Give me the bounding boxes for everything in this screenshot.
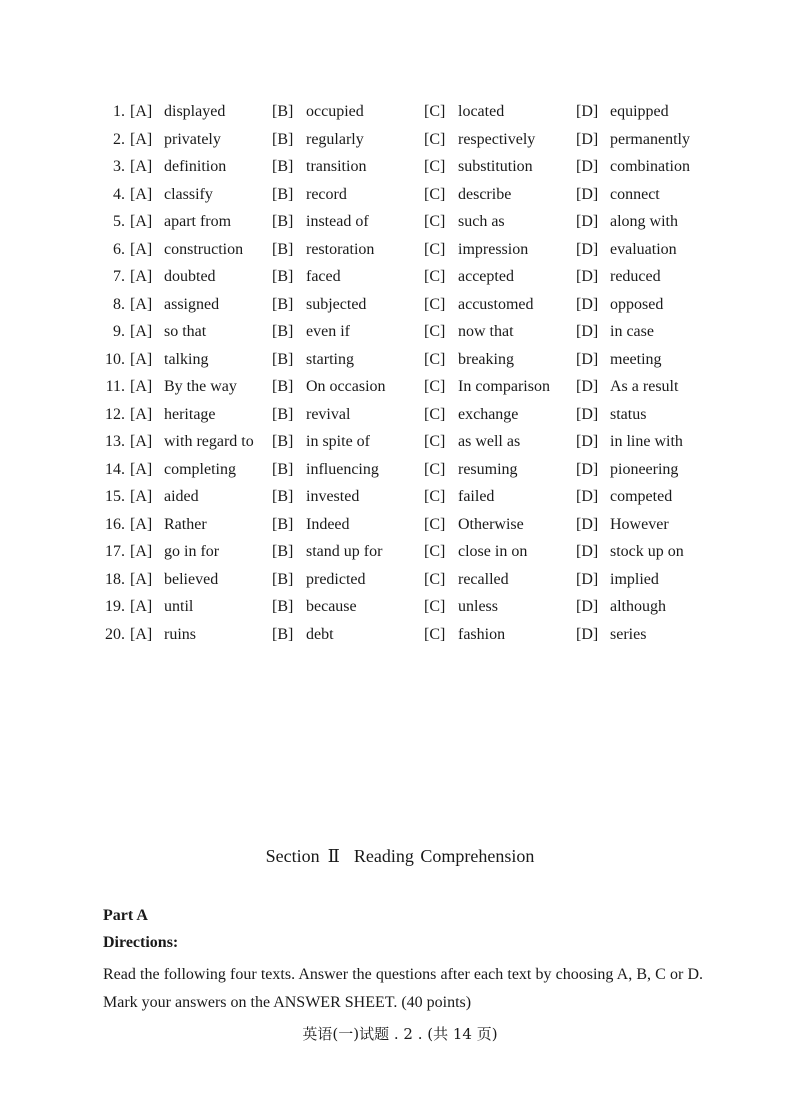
option-text: restoration bbox=[306, 240, 375, 258]
option-letter: [A] bbox=[130, 240, 153, 258]
option-letter: [B] bbox=[272, 543, 294, 560]
option-letter: [B] bbox=[272, 295, 294, 313]
option-text: competed bbox=[610, 488, 673, 505]
option-letter: [B] bbox=[272, 488, 294, 505]
question-number: 20. bbox=[105, 625, 125, 643]
option-text: predicted bbox=[306, 570, 366, 588]
option-letter: [B] bbox=[272, 185, 294, 203]
option-text: with regard to bbox=[164, 433, 254, 450]
option-letter: [D] bbox=[576, 570, 599, 588]
option-letter: [B] bbox=[272, 130, 294, 148]
answer-option bbox=[576, 318, 654, 346]
option-text: construction bbox=[164, 240, 244, 258]
question-row bbox=[0, 401, 800, 429]
answer-option bbox=[424, 98, 504, 126]
answer-option bbox=[272, 346, 354, 374]
option-text: even if bbox=[306, 323, 350, 340]
option-letter: [C] bbox=[424, 295, 446, 313]
option-text: accustomed bbox=[458, 295, 534, 313]
answer-option bbox=[130, 98, 225, 126]
option-text: in case bbox=[610, 323, 654, 340]
option-letter: [B] bbox=[272, 213, 294, 230]
question-row bbox=[0, 511, 800, 539]
section-label: Section bbox=[265, 846, 320, 866]
option-letter: [B] bbox=[272, 405, 294, 423]
question-row bbox=[0, 373, 800, 401]
option-text: meeting bbox=[610, 350, 662, 368]
option-letter: [A] bbox=[130, 488, 153, 505]
option-text: opposed bbox=[610, 295, 664, 313]
option-text: connect bbox=[610, 185, 660, 203]
option-letter: [C] bbox=[424, 158, 446, 175]
answer-option bbox=[576, 566, 659, 594]
question-row bbox=[0, 566, 800, 594]
option-letter: [A] bbox=[130, 405, 153, 423]
option-letter: [C] bbox=[424, 515, 446, 533]
answer-option bbox=[130, 208, 231, 236]
option-text: occupied bbox=[306, 103, 364, 120]
option-text: doubted bbox=[164, 268, 216, 285]
option-text: fashion bbox=[458, 625, 506, 643]
question-row bbox=[0, 263, 800, 291]
option-text: breaking bbox=[458, 350, 514, 368]
option-text: permanently bbox=[610, 130, 690, 148]
answer-option bbox=[130, 538, 219, 566]
answer-option bbox=[130, 126, 221, 154]
answer-option bbox=[576, 593, 666, 621]
answer-option bbox=[272, 593, 357, 621]
option-text: although bbox=[610, 598, 666, 615]
part-heading: Part A bbox=[103, 907, 148, 924]
question-number: 8. bbox=[113, 295, 125, 313]
option-text: failed bbox=[458, 488, 495, 505]
answer-option bbox=[576, 511, 669, 539]
option-letter: [C] bbox=[424, 213, 446, 230]
option-text: invested bbox=[306, 488, 360, 505]
option-text: believed bbox=[164, 570, 219, 588]
option-letter: [A] bbox=[130, 598, 153, 615]
option-text: transition bbox=[306, 158, 367, 175]
option-letter: [A] bbox=[130, 543, 153, 560]
answer-option bbox=[576, 98, 669, 126]
directions-heading: Directions: bbox=[103, 934, 179, 951]
option-text: subjected bbox=[306, 295, 367, 313]
question-row bbox=[0, 346, 800, 374]
option-text: Otherwise bbox=[458, 515, 524, 533]
option-letter: [B] bbox=[272, 625, 294, 643]
answer-option bbox=[272, 373, 386, 401]
answer-option bbox=[424, 208, 505, 236]
question-row bbox=[0, 456, 800, 484]
option-letter: [D] bbox=[576, 433, 599, 450]
answer-option bbox=[130, 566, 218, 594]
question-row bbox=[0, 153, 800, 181]
option-letter: [C] bbox=[424, 323, 446, 340]
option-letter: [D] bbox=[576, 295, 599, 313]
option-letter: [D] bbox=[576, 158, 599, 175]
option-letter: [B] bbox=[272, 268, 294, 285]
answer-option bbox=[272, 511, 350, 539]
answer-option bbox=[130, 346, 208, 374]
answer-option bbox=[576, 428, 683, 456]
option-text: starting bbox=[306, 350, 354, 368]
question-number: 4. bbox=[113, 185, 125, 203]
option-letter: [A] bbox=[130, 295, 153, 313]
option-text: Rather bbox=[164, 515, 207, 533]
answer-option bbox=[130, 456, 236, 484]
option-text: regularly bbox=[306, 130, 364, 148]
option-letter: [D] bbox=[576, 515, 599, 533]
answer-option bbox=[424, 593, 498, 621]
option-text: respectively bbox=[458, 130, 536, 148]
option-text: in spite of bbox=[306, 433, 370, 450]
option-text: classify bbox=[164, 185, 213, 203]
answer-option bbox=[130, 593, 193, 621]
option-letter: [B] bbox=[272, 240, 294, 258]
question-number: 3. bbox=[113, 158, 125, 175]
option-text: stand up for bbox=[306, 543, 383, 560]
answer-option bbox=[424, 428, 520, 456]
option-letter: [B] bbox=[272, 433, 294, 450]
answer-option bbox=[130, 511, 207, 539]
option-letter: [C] bbox=[424, 460, 446, 478]
question-number: 18. bbox=[105, 570, 125, 588]
option-text: talking bbox=[164, 350, 209, 368]
option-letter: [B] bbox=[272, 378, 294, 395]
option-text: because bbox=[306, 598, 357, 615]
section-roman-numeral: Ⅱ bbox=[327, 846, 340, 866]
option-letter: [D] bbox=[576, 240, 599, 258]
option-text: recalled bbox=[458, 570, 509, 588]
option-text: Indeed bbox=[306, 515, 350, 533]
option-text: heritage bbox=[164, 405, 216, 423]
question-row bbox=[0, 621, 800, 649]
answer-option bbox=[130, 428, 254, 456]
answer-option bbox=[424, 456, 518, 484]
option-letter: [A] bbox=[130, 213, 153, 230]
question-row bbox=[0, 181, 800, 209]
option-text: close in on bbox=[458, 543, 528, 560]
answer-option bbox=[424, 511, 524, 539]
question-row bbox=[0, 538, 800, 566]
answer-option bbox=[424, 181, 511, 209]
option-letter: [A] bbox=[130, 350, 153, 368]
option-text: combination bbox=[610, 158, 690, 175]
answer-option bbox=[424, 483, 494, 511]
option-letter: [A] bbox=[130, 515, 153, 533]
option-letter: [D] bbox=[576, 405, 599, 423]
answer-option bbox=[130, 181, 213, 209]
option-letter: [C] bbox=[424, 378, 446, 395]
answer-option bbox=[424, 236, 528, 264]
section-title bbox=[0, 846, 800, 867]
option-letter: [B] bbox=[272, 460, 294, 478]
answer-option bbox=[424, 318, 514, 346]
option-text: pioneering bbox=[610, 460, 679, 478]
answer-option bbox=[130, 621, 196, 649]
option-letter: [A] bbox=[130, 130, 153, 148]
option-text: ruins bbox=[164, 625, 196, 643]
option-text: located bbox=[458, 103, 505, 120]
option-letter: [D] bbox=[576, 213, 599, 230]
option-letter: [B] bbox=[272, 158, 294, 175]
answer-option bbox=[576, 456, 678, 484]
option-text: revival bbox=[306, 405, 351, 423]
answer-option bbox=[576, 153, 690, 181]
answer-option bbox=[272, 236, 374, 264]
question-row bbox=[0, 593, 800, 621]
answer-option bbox=[272, 291, 366, 319]
option-letter: [D] bbox=[576, 185, 599, 203]
option-text: series bbox=[610, 625, 647, 643]
option-letter: [A] bbox=[130, 185, 153, 203]
option-text: so that bbox=[164, 323, 207, 340]
page-footer: 英语(一)试题 . 2 . (共 14 页) bbox=[302, 1025, 498, 1043]
option-text: instead of bbox=[306, 213, 369, 230]
option-letter: [A] bbox=[130, 158, 153, 175]
answer-option bbox=[272, 428, 370, 456]
option-text: reduced bbox=[610, 268, 661, 285]
answer-option bbox=[576, 373, 678, 401]
answer-option bbox=[130, 318, 206, 346]
answer-option bbox=[576, 346, 662, 374]
option-text: status bbox=[610, 405, 647, 423]
answer-option bbox=[130, 373, 237, 401]
option-text: now that bbox=[458, 323, 514, 340]
answer-option bbox=[424, 566, 509, 594]
option-letter: [A] bbox=[130, 268, 153, 285]
answer-option bbox=[272, 126, 364, 154]
option-letter: [B] bbox=[272, 350, 294, 368]
answer-option bbox=[272, 483, 359, 511]
option-letter: [C] bbox=[424, 130, 446, 148]
option-letter: [A] bbox=[130, 103, 153, 120]
option-letter: [C] bbox=[424, 185, 446, 203]
answer-option bbox=[130, 483, 199, 511]
option-letter: [C] bbox=[424, 598, 446, 615]
answer-option bbox=[576, 181, 660, 209]
option-letter: [D] bbox=[576, 543, 599, 560]
option-text: record bbox=[306, 185, 347, 203]
answer-option bbox=[424, 538, 527, 566]
option-text: stock up on bbox=[610, 543, 684, 560]
option-text: influencing bbox=[306, 460, 379, 478]
option-text: resuming bbox=[458, 460, 518, 478]
answer-option bbox=[272, 208, 369, 236]
option-letter: [B] bbox=[272, 515, 294, 533]
option-text: accepted bbox=[458, 268, 514, 285]
answer-option bbox=[424, 263, 514, 291]
option-letter: [D] bbox=[576, 103, 599, 120]
question-row bbox=[0, 98, 800, 126]
directions-text: Read the following four texts. Answer the questions after each text by choosing A, B, C or D. Mark your answers on the ANSWER SHEET. (40 points) bbox=[103, 966, 703, 1011]
answer-option bbox=[424, 153, 533, 181]
question-number: 13. bbox=[105, 433, 125, 450]
option-text: until bbox=[164, 598, 194, 615]
option-letter: [A] bbox=[130, 625, 153, 643]
option-text: On occasion bbox=[306, 378, 386, 395]
question-number: 5. bbox=[113, 213, 125, 230]
option-text: assigned bbox=[164, 295, 220, 313]
option-letter: [C] bbox=[424, 543, 446, 560]
option-letter: [C] bbox=[424, 405, 446, 423]
option-letter: [D] bbox=[576, 323, 599, 340]
answer-option bbox=[130, 291, 219, 319]
option-text: completing bbox=[164, 460, 236, 478]
option-text: go in for bbox=[164, 543, 220, 560]
option-text: in line with bbox=[610, 433, 683, 450]
question-number: 10. bbox=[105, 350, 125, 368]
answer-option bbox=[272, 566, 366, 594]
option-text: exchange bbox=[458, 405, 519, 423]
section-name: Reading Comprehension bbox=[353, 846, 535, 866]
option-letter: [A] bbox=[130, 460, 153, 478]
option-letter: [B] bbox=[272, 323, 294, 340]
option-text: apart from bbox=[164, 213, 232, 230]
option-text: By the way bbox=[164, 378, 237, 395]
option-letter: [C] bbox=[424, 350, 446, 368]
question-number: 19. bbox=[105, 598, 125, 615]
option-letter: [A] bbox=[130, 323, 153, 340]
question-list bbox=[0, 98, 800, 648]
option-letter: [D] bbox=[576, 625, 599, 643]
question-row bbox=[0, 236, 800, 264]
option-letter: [B] bbox=[272, 570, 294, 588]
answer-option bbox=[272, 538, 382, 566]
answer-option bbox=[272, 621, 334, 649]
question-number: 12. bbox=[105, 405, 125, 423]
question-number: 11. bbox=[105, 378, 125, 395]
option-letter: [A] bbox=[130, 570, 153, 588]
option-letter: [D] bbox=[576, 350, 599, 368]
option-text: equipped bbox=[610, 103, 669, 120]
answer-option bbox=[424, 291, 534, 319]
answer-option bbox=[130, 401, 216, 429]
question-row bbox=[0, 318, 800, 346]
option-letter: [D] bbox=[576, 268, 599, 285]
question-row bbox=[0, 208, 800, 236]
option-letter: [B] bbox=[272, 103, 294, 120]
option-text: faced bbox=[306, 268, 341, 285]
option-text: describe bbox=[458, 185, 512, 203]
question-number: 17. bbox=[105, 543, 125, 560]
option-text: privately bbox=[164, 130, 221, 148]
answer-option bbox=[272, 181, 347, 209]
answer-option bbox=[272, 318, 350, 346]
option-letter: [B] bbox=[272, 598, 294, 615]
answer-option bbox=[576, 208, 678, 236]
option-text: As a result bbox=[610, 378, 679, 395]
option-letter: [D] bbox=[576, 130, 599, 148]
answer-option bbox=[576, 126, 690, 154]
option-letter: [D] bbox=[576, 378, 599, 395]
option-letter: [D] bbox=[576, 488, 599, 505]
answer-option bbox=[576, 538, 684, 566]
answer-option bbox=[424, 621, 505, 649]
option-text: definition bbox=[164, 158, 227, 175]
answer-option bbox=[272, 153, 366, 181]
question-number: 2. bbox=[113, 130, 125, 148]
option-text: However bbox=[610, 515, 669, 533]
option-letter: [C] bbox=[424, 570, 446, 588]
option-text: such as bbox=[458, 213, 505, 230]
answer-option bbox=[424, 373, 550, 401]
question-number: 7. bbox=[113, 268, 125, 285]
answer-option bbox=[424, 346, 514, 374]
option-text: substitution bbox=[458, 158, 533, 175]
option-letter: [C] bbox=[424, 268, 446, 285]
answer-option bbox=[424, 126, 535, 154]
option-letter: [C] bbox=[424, 625, 446, 643]
answer-option bbox=[130, 236, 243, 264]
option-letter: [A] bbox=[130, 378, 153, 395]
option-letter: [C] bbox=[424, 103, 446, 120]
answer-option bbox=[576, 401, 646, 429]
option-text: debt bbox=[306, 625, 334, 643]
question-number: 9. bbox=[113, 323, 125, 340]
option-text: displayed bbox=[164, 103, 226, 120]
question-row bbox=[0, 483, 800, 511]
answer-option bbox=[576, 263, 661, 291]
question-number: 15. bbox=[105, 488, 125, 505]
option-text: In comparison bbox=[458, 378, 550, 395]
question-number: 6. bbox=[113, 240, 125, 258]
option-letter: [D] bbox=[576, 460, 599, 478]
answer-option bbox=[424, 401, 518, 429]
option-text: as well as bbox=[458, 433, 521, 450]
answer-option bbox=[272, 98, 364, 126]
option-text: unless bbox=[458, 598, 498, 615]
question-number: 14. bbox=[105, 460, 125, 478]
answer-option bbox=[576, 291, 663, 319]
answer-option bbox=[272, 263, 341, 291]
answer-option bbox=[576, 483, 672, 511]
answer-option bbox=[272, 401, 350, 429]
option-letter: [C] bbox=[424, 240, 446, 258]
question-row bbox=[0, 291, 800, 319]
option-text: along with bbox=[610, 213, 678, 230]
option-letter: [C] bbox=[424, 488, 446, 505]
option-letter: [C] bbox=[424, 433, 446, 450]
question-number: 16. bbox=[105, 515, 125, 533]
option-text: aided bbox=[164, 488, 199, 505]
option-text: evaluation bbox=[610, 240, 677, 258]
option-text: impression bbox=[458, 240, 529, 258]
answer-option bbox=[576, 236, 677, 264]
question-row bbox=[0, 428, 800, 456]
option-letter: [D] bbox=[576, 598, 599, 615]
answer-option bbox=[130, 263, 216, 291]
question-row bbox=[0, 126, 800, 154]
answer-option bbox=[130, 153, 226, 181]
answer-option bbox=[272, 456, 379, 484]
answer-option bbox=[576, 621, 646, 649]
option-text: implied bbox=[610, 570, 659, 588]
option-letter: [A] bbox=[130, 433, 153, 450]
question-number: 1. bbox=[113, 103, 125, 120]
